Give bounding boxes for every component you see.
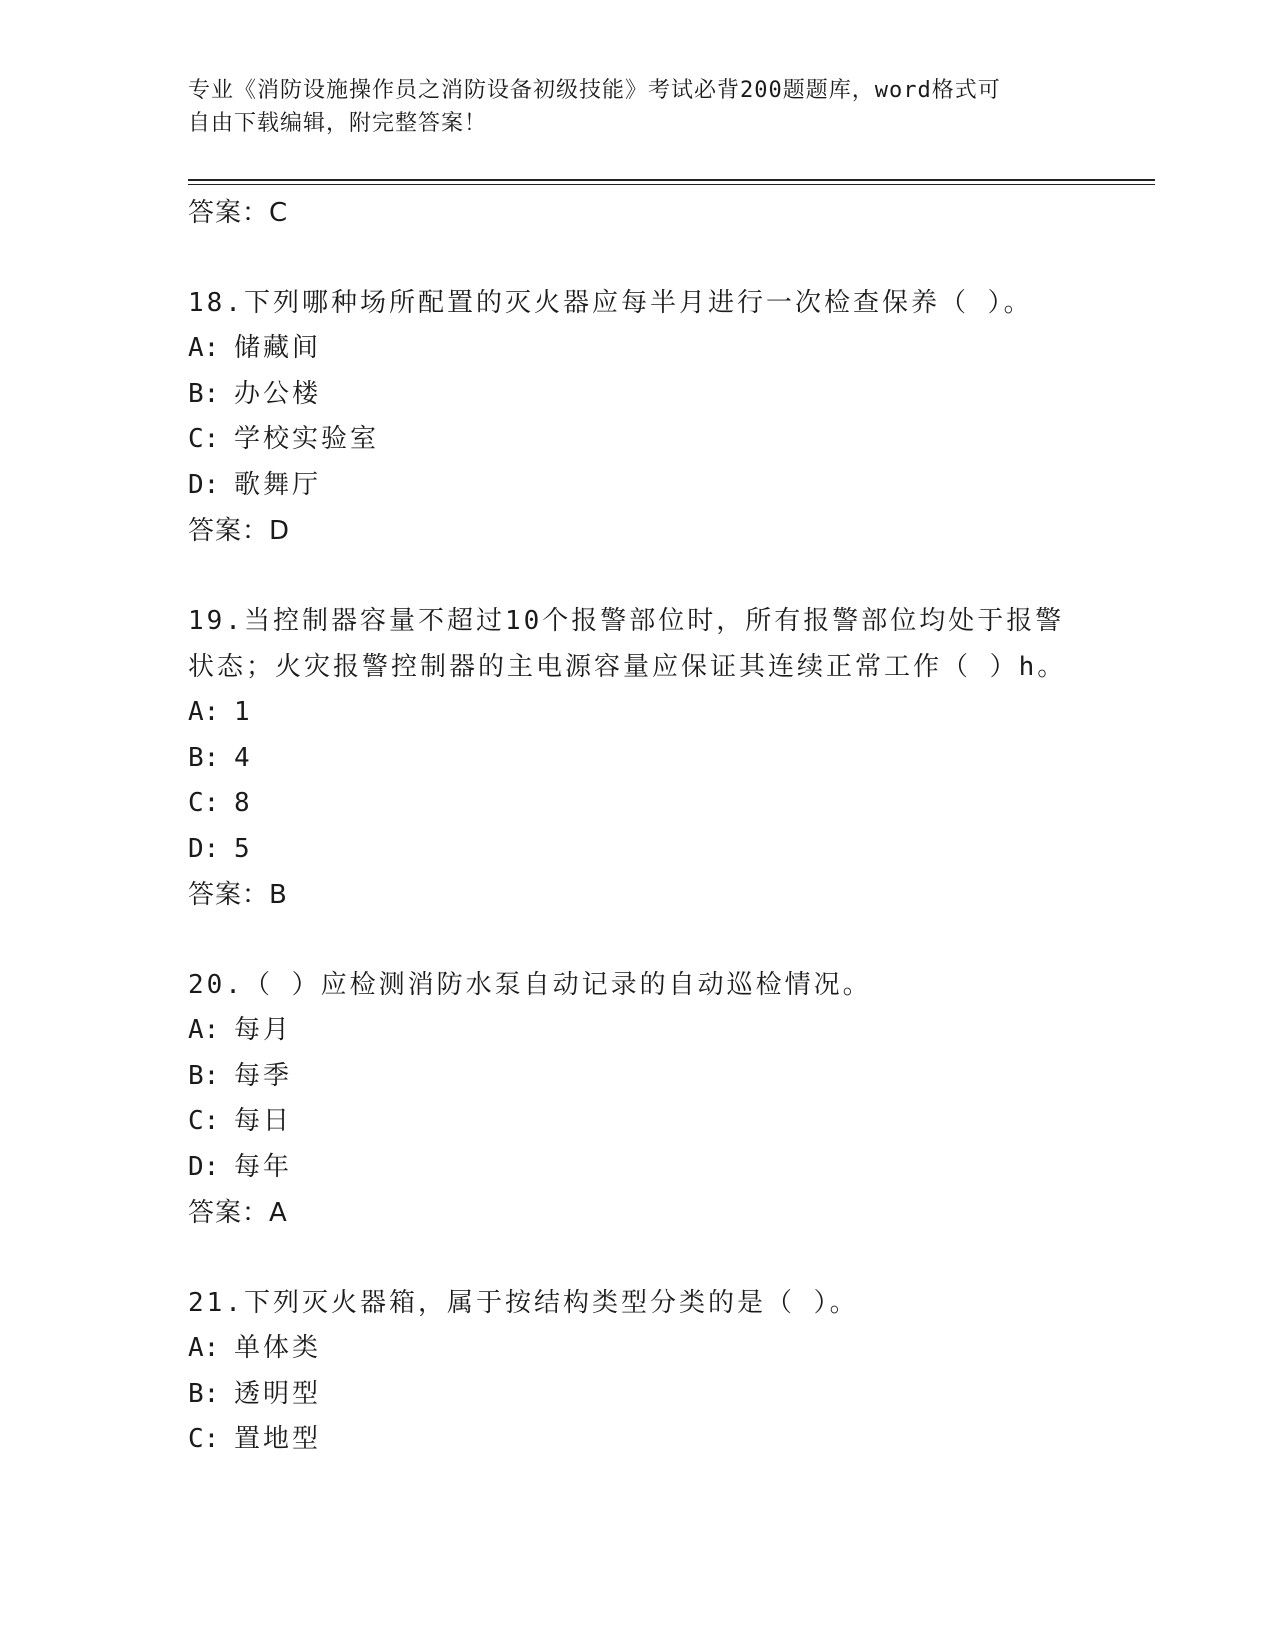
option-text: 单体类 <box>234 1333 322 1363</box>
option-text: 1 <box>234 697 253 727</box>
question-item <box>188 962 1088 1236</box>
option-text: 每月 <box>234 1015 293 1045</box>
option-label: C: <box>188 424 220 454</box>
question-item <box>188 280 1088 554</box>
document-header <box>188 74 1068 140</box>
option-text: 学校实验室 <box>234 424 380 454</box>
option-label: A: <box>188 1333 220 1363</box>
option-text: 每日 <box>234 1106 293 1136</box>
header-line-2: 自由下载编辑，附完整答案！ <box>188 111 488 136</box>
option-text: 5 <box>234 833 253 864</box>
answer-line: 答案：D <box>188 516 291 546</box>
answer-line: 答案：A <box>188 1198 288 1228</box>
option-text: 办公楼 <box>234 378 322 409</box>
option-label: A: <box>188 1015 220 1045</box>
option-b <box>188 1054 1088 1100</box>
option-text: 每年 <box>234 1151 293 1182</box>
option-label: A: <box>188 697 220 727</box>
question-text: 19.当控制器容量不超过10个报警部位时，所有报警部位均处于报警状态；火灾报警控制器的主电源容量应保证其连续正常工作（ ）h。 <box>188 606 1067 682</box>
option-c <box>188 1417 1088 1463</box>
option-b <box>188 372 1088 418</box>
question-item <box>188 1280 1088 1463</box>
question-text: 21.下列灭火器箱，属于按结构类型分类的是（ ）。 <box>188 1288 859 1318</box>
answer-line: 答案：B <box>188 880 288 910</box>
option-b <box>188 736 1088 782</box>
option-d <box>188 1145 1088 1191</box>
option-label: B: <box>188 1060 220 1091</box>
option-label: D: <box>188 1151 220 1182</box>
option-c <box>188 1099 1088 1145</box>
option-label: D: <box>188 469 220 500</box>
option-text: 透明型 <box>234 1378 322 1409</box>
question-text: 20.（ ）应检测消防水泵自动记录的自动巡检情况。 <box>188 970 872 1000</box>
option-d <box>188 827 1088 873</box>
option-c <box>188 781 1088 827</box>
option-a <box>188 326 1088 372</box>
option-text: 4 <box>234 742 253 773</box>
header-divider-thin <box>188 184 1155 185</box>
option-text: 歌舞厅 <box>234 469 322 500</box>
option-c <box>188 417 1088 463</box>
option-text: 置地型 <box>234 1424 322 1454</box>
header-divider-thick <box>188 179 1155 181</box>
option-label: D: <box>188 833 220 864</box>
option-label: B: <box>188 1378 220 1409</box>
option-text: 8 <box>234 788 253 818</box>
option-b <box>188 1372 1088 1418</box>
option-label: C: <box>188 788 220 818</box>
option-a <box>188 1008 1088 1054</box>
option-label: B: <box>188 378 220 409</box>
option-a <box>188 1326 1088 1372</box>
option-label: B: <box>188 742 220 773</box>
option-text: 每季 <box>234 1060 293 1091</box>
option-a <box>188 690 1088 736</box>
header-line-1: 专业《消防设施操作员之消防设备初级技能》考试必背200题题库，word格式可 <box>188 78 1001 103</box>
answer-line: 答案：C <box>188 198 289 228</box>
option-d <box>188 463 1088 509</box>
question-item <box>188 598 1088 918</box>
option-text: 储藏间 <box>234 333 322 363</box>
question-text: 18.下列哪种场所配置的灭火器应每半月进行一次检查保养（ ）。 <box>188 288 1033 318</box>
option-label: C: <box>188 1424 220 1454</box>
question-list <box>188 190 1088 1463</box>
option-label: A: <box>188 333 220 363</box>
option-label: C: <box>188 1106 220 1136</box>
